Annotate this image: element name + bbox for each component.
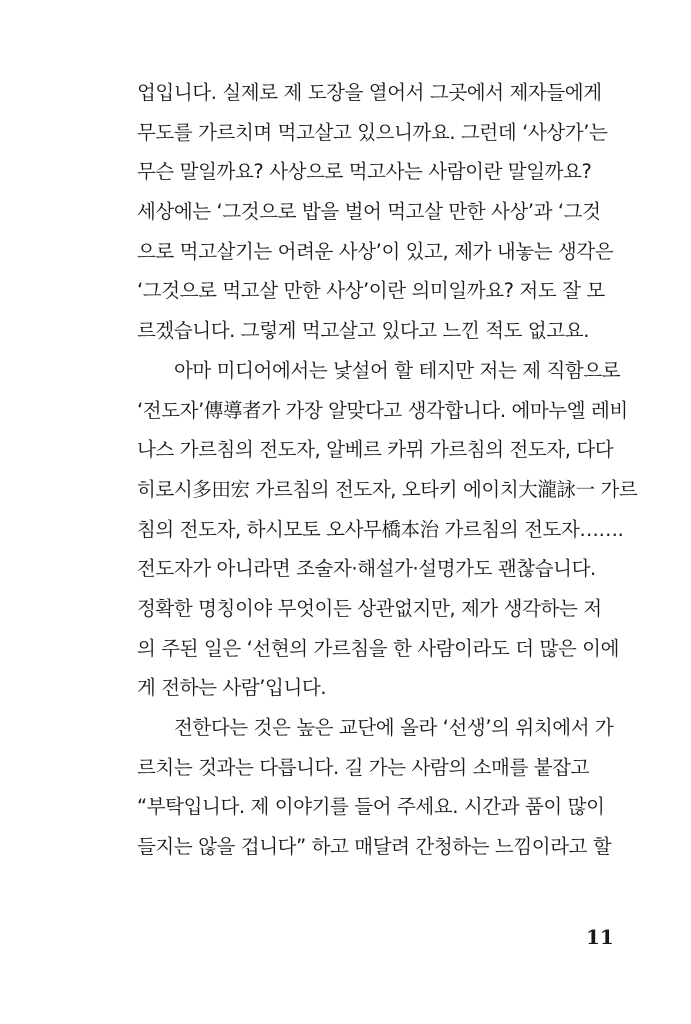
text-line: 히로시多田宏 가르침의 전도자, 오타키 에이치大瀧詠一 가르 [137, 477, 638, 501]
text-line: 정확한 명칭이야 무엇이든 상관없지만, 제가 생각하는 저 [137, 596, 602, 620]
text-line: 무도를 가르치며 먹고살고 있으니까요. 그런데 ‘사상가’는 [137, 120, 608, 144]
page-number: 11 [586, 925, 614, 949]
text-line: 침의 전도자, 하시모토 오사무橋本治 가르침의 전도자……. [137, 517, 624, 541]
text-line: 으로 먹고살기는 어려운 사상’이 있고, 제가 내놓는 생각은 [137, 239, 614, 263]
text-line: “부탁입니다. 제 이야기를 들어 주세요. 시간과 품이 많이 [137, 795, 605, 819]
text-line: 전도자가 아니라면 조술자·해설가·설명가도 괜찮습니다. [137, 557, 596, 581]
paragraph-start-line: 전한다는 것은 높은 교단에 올라 ‘선생’의 위치에서 가 [174, 716, 614, 739]
text-line: 르겠습니다. 그렇게 먹고살고 있다고 느낀 적도 없고요. [137, 319, 590, 343]
text-line: ‘전도자’傳導者가 가장 알맞다고 생각합니다. 에마누엘 레비 [137, 398, 628, 422]
text-line: 업입니다. 실제로 제 도장을 열어서 그곳에서 제자들에게 [137, 81, 602, 104]
text-line: 게 전하는 사람’입니다. [137, 676, 327, 700]
text-line: 나스 가르침의 전도자, 알베르 카뮈 가르침의 전도자, 다다 [137, 438, 614, 462]
body-text [137, 77, 638, 871]
text-line: 의 주된 일은 ‘선현의 가르침을 한 사람이라도 더 많은 이에 [137, 636, 620, 660]
text-line: 들지는 않을 겁니다” 하고 매달려 간청하는 느낌이라고 할 [137, 835, 612, 859]
paragraph-start-line: 아마 미디어에서는 낯설어 할 테지만 저는 제 직함으로 [174, 358, 621, 382]
text-line: 르치는 것과는 다릅니다. 길 가는 사람의 소매를 붙잡고 [137, 755, 590, 779]
text-line: 무슨 말일까요? 사상으로 먹고사는 사람이란 말일까요? [137, 160, 592, 184]
text-line: ‘그것으로 먹고살 만한 사상’이란 의미일까요? 저도 잘 모 [137, 279, 605, 303]
text-line: 세상에는 ‘그것으로 밥을 벌어 먹고살 만한 사상’과 ‘그것 [137, 200, 601, 224]
